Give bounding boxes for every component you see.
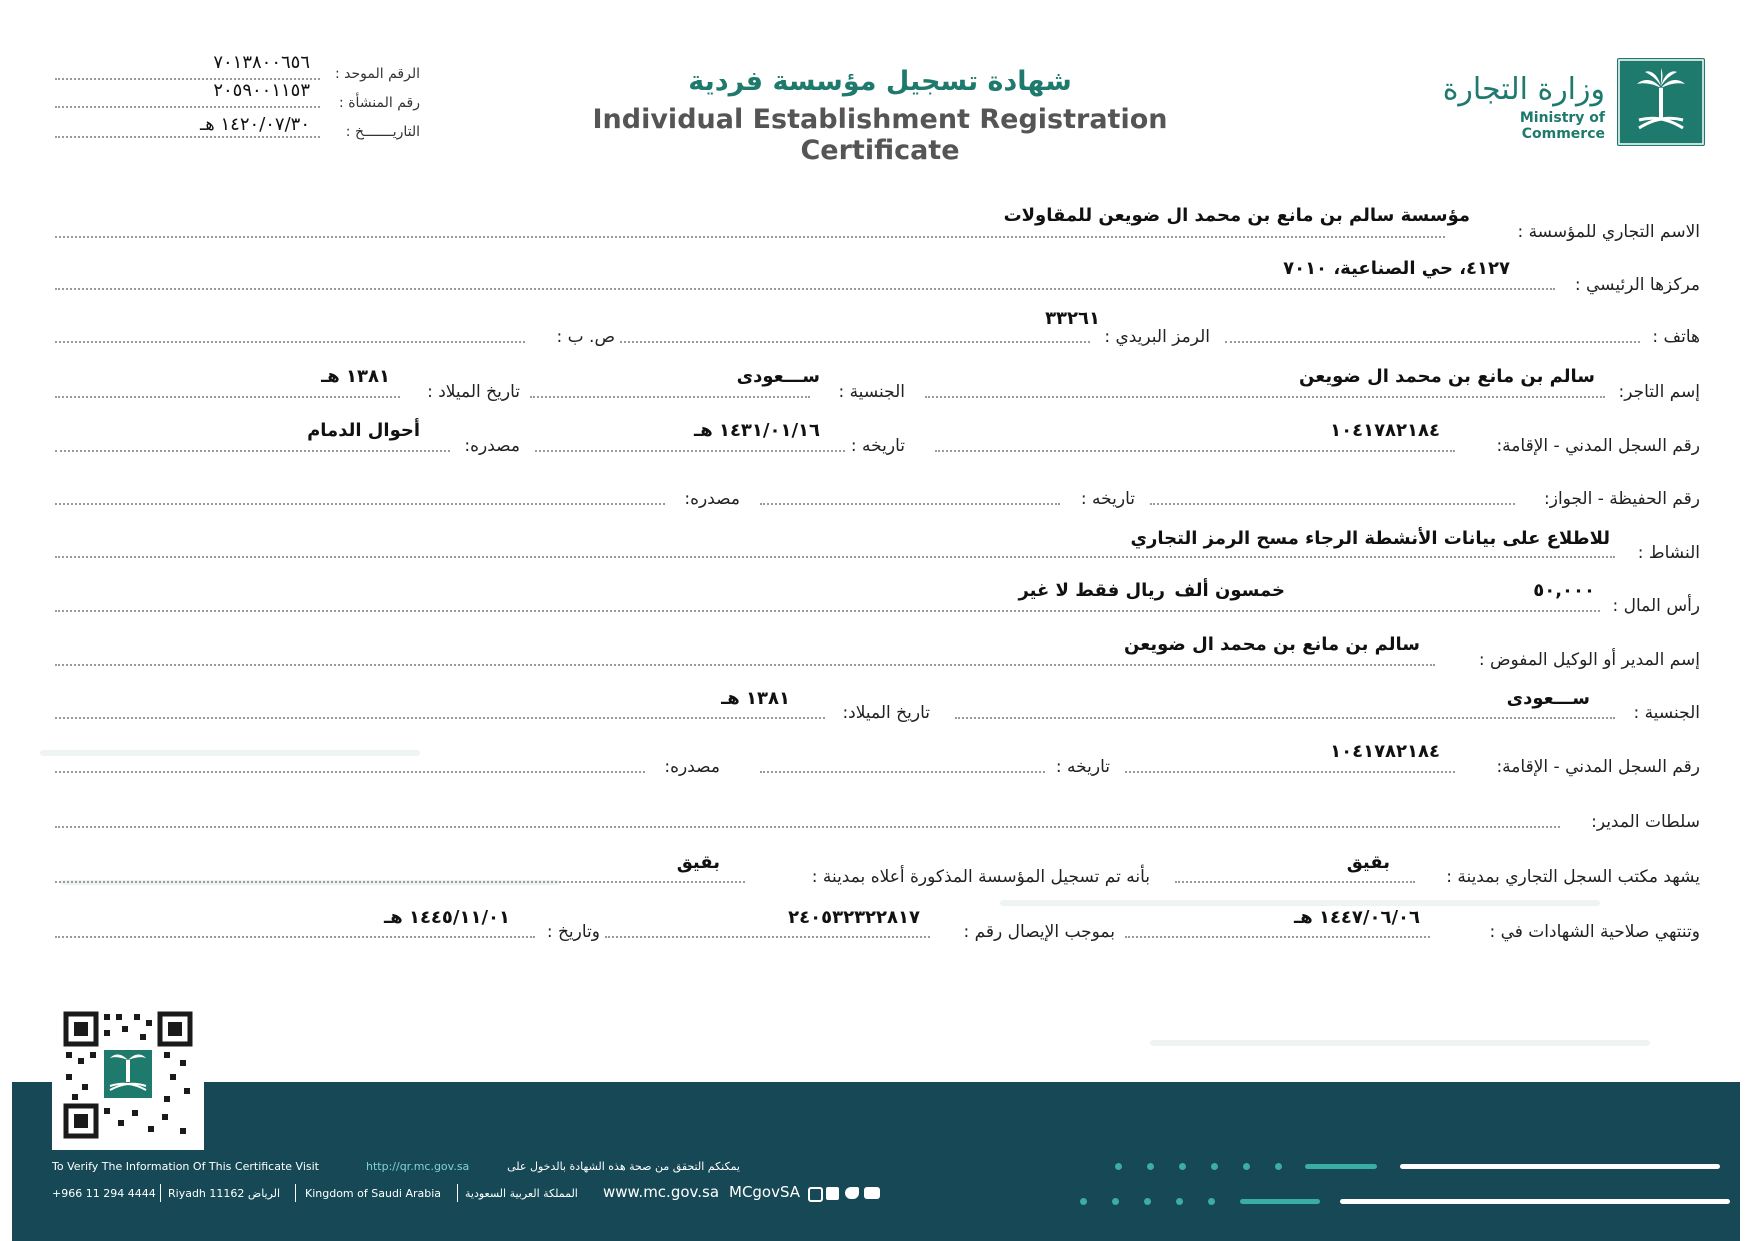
office-line — [1175, 881, 1415, 883]
mgr-nationality-label: الجنسية : — [1633, 703, 1700, 723]
civil-source: أحوال الدمام — [307, 420, 420, 441]
merchant-line — [925, 396, 1605, 398]
contact-country-ar: المملكة العربية السعودية — [465, 1187, 578, 1200]
website[interactable]: www.mc.gov.sa — [603, 1183, 720, 1201]
mgr-civil-line — [1125, 771, 1455, 773]
trade-name-line — [55, 236, 1445, 238]
capital-suffix: ريال فقط لا غير — [1018, 580, 1165, 601]
expiry-date: ١٤٤٧/٠٦/٠٦ هـ — [1294, 907, 1420, 928]
youtube-icon[interactable] — [864, 1187, 880, 1199]
postal-line — [620, 341, 1090, 343]
office-label: يشهد مكتب السجل التجاري بمدينة : — [1446, 867, 1700, 887]
mgr-nationality: ســـعودى — [1506, 688, 1590, 709]
establishment-no-line — [55, 106, 320, 108]
establishment-no: ٢٠٥٩٠٠١١٥٣ — [213, 80, 310, 101]
merchant-label: إسم التاجر: — [1618, 382, 1700, 402]
footer-dot — [1115, 1163, 1122, 1170]
expiry-label: وتنتهي صلاحية الشهادات في : — [1489, 922, 1700, 942]
passport-date-line — [760, 503, 1060, 505]
phone-line — [1225, 341, 1640, 343]
footer-dot — [1243, 1163, 1250, 1170]
unified-no: ٧٠١٣٨٠٠٦٥٦ — [213, 52, 310, 73]
certificate-title-ar: شهادة تسجيل مؤسسة فردية — [688, 66, 1072, 97]
passport-label: رقم الحفيظة - الجواز: — [1544, 489, 1700, 509]
civil-number: ١٠٤١٧٨٢١٨٤ — [1330, 420, 1440, 441]
capital-label: رأس المال : — [1612, 596, 1700, 616]
verify-text-en: To Verify The Information Of This Certificate Visit — [52, 1160, 319, 1173]
civil-line — [935, 450, 1455, 452]
instagram-icon[interactable] — [808, 1187, 823, 1202]
date-line — [55, 136, 320, 138]
activity: للاطلاع على بيانات الأنشطة الرجاء مسح الرمز التجاري — [1130, 528, 1610, 549]
sep-1 — [160, 1184, 161, 1202]
contact-phone: +966 11 294 4444 — [52, 1187, 156, 1200]
receipt-label: بموجب الإيصال رقم : — [963, 922, 1115, 942]
passport-source-line — [55, 503, 665, 505]
nationality-line — [530, 396, 810, 398]
hq-line — [55, 288, 1555, 290]
establishment-no-label: رقم المنشأة : — [339, 95, 420, 111]
mgr-civil-number: ١٠٤١٧٨٢١٨٤ — [1330, 741, 1440, 762]
mgr-civil-source-label: مصدره: — [664, 757, 720, 777]
manager-line — [55, 664, 1435, 666]
expiry-line — [1125, 936, 1430, 938]
footer-dash — [1400, 1164, 1720, 1169]
mgr-civil-date-line — [760, 771, 1045, 773]
postal-label: الرمز البريدي : — [1104, 327, 1210, 347]
twitter-icon[interactable] — [845, 1187, 859, 1199]
sep-3 — [457, 1184, 458, 1202]
footer-dash — [1305, 1164, 1377, 1169]
footer-dot — [1208, 1198, 1215, 1205]
date-label: التاريـــــــخ : — [345, 124, 420, 140]
nationality-label: الجنسية : — [838, 382, 905, 402]
birth-year: ١٣٨١ هـ — [321, 366, 390, 387]
qr-code-icon — [52, 1000, 204, 1150]
verify-text-ar: يمكنكم التحقق من صحة هذه الشهادة بالدخول على — [507, 1160, 740, 1173]
office-city: بقيق — [1346, 852, 1390, 873]
footer-dash — [1340, 1199, 1730, 1204]
passport-line — [1150, 503, 1515, 505]
qr-code[interactable] — [52, 1000, 204, 1150]
receipt-date: ١٤٤٥/١١/٠١ هـ — [384, 907, 510, 928]
registered-label: بأنه تم تسجيل المؤسسة المذكورة أعلاه بمدينة : — [811, 867, 1150, 887]
nationality: ســـعودى — [736, 366, 820, 387]
pobox-label: ص. ب : — [556, 327, 615, 347]
manager-label: إسم المدير أو الوكيل المفوض : — [1478, 650, 1700, 670]
contact-country: Kingdom of Saudi Arabia — [305, 1187, 442, 1200]
ministry-emblem — [1617, 58, 1705, 146]
receipt-date-label: وتاريخ : — [546, 922, 600, 942]
contact-city: Riyadh 11162 الرياض — [168, 1187, 281, 1200]
receipt-number: ٢٤٠٥٣٢٣٢٢٨١٧ — [788, 907, 920, 928]
trade-name: مؤسسة سالم بن مانع بن محمد ال ضويعن للمقاولات — [1003, 205, 1470, 226]
trade-name-label: الاسم التجاري للمؤسسة : — [1517, 222, 1700, 242]
footer-dot — [1179, 1163, 1186, 1170]
mgr-authority-label: سلطات المدير: — [1591, 812, 1700, 832]
footer-dot — [1144, 1198, 1151, 1205]
civil-source-line — [55, 450, 450, 452]
issue-date: ١٤٢٠/٠٧/٣٠ هـ — [200, 114, 310, 135]
capital-words: خمسون ألف — [1174, 580, 1285, 601]
civil-label: رقم السجل المدني - الإقامة: — [1496, 436, 1700, 456]
passport-source-label: مصدره: — [684, 489, 740, 509]
footer-dot — [1275, 1163, 1282, 1170]
mgr-civil-date-label: تاريخه : — [1055, 757, 1110, 777]
footer-dot — [1211, 1163, 1218, 1170]
mgr-birth-year: ١٣٨١ هـ — [721, 688, 790, 709]
capital-amount: ٥٠,٠٠٠ — [1533, 580, 1595, 601]
mgr-civil-label: رقم السجل المدني - الإقامة: — [1496, 757, 1700, 777]
passport-date-label: تاريخه : — [1080, 489, 1135, 509]
postal-code: ٣٣٢٦١ — [1045, 308, 1100, 329]
mgr-nationality-line — [955, 717, 1615, 719]
facebook-icon[interactable] — [826, 1187, 839, 1200]
ministry-name-ar: وزارة التجارة — [1442, 72, 1605, 107]
phone-label: هاتف : — [1652, 327, 1700, 347]
hq-label: مركزها الرئيسي : — [1574, 275, 1700, 295]
palm-swords-icon — [1617, 58, 1705, 146]
birth-line — [55, 396, 400, 398]
social-handle[interactable]: MCgovSA — [729, 1183, 801, 1201]
footer-dot — [1176, 1198, 1183, 1205]
manager-name: سالم بن مانع بن محمد ال ضويعن — [1124, 634, 1420, 655]
mgr-birth-label: تاريخ الميلاد: — [842, 703, 930, 723]
footer-dash — [1240, 1199, 1320, 1204]
receipt-line — [605, 936, 930, 938]
mgr-authority-line — [55, 826, 1560, 828]
civil-date: ١٤٣١/٠١/١٦ هـ — [694, 420, 820, 441]
receipt-date-line — [55, 936, 535, 938]
footer-dot — [1112, 1198, 1119, 1205]
civil-source-label: مصدره: — [464, 436, 520, 456]
unified-no-label: الرقم الموحد : — [335, 66, 420, 82]
activity-label: النشاط : — [1637, 543, 1700, 563]
registered-line — [55, 881, 745, 883]
footer-dot — [1080, 1198, 1087, 1205]
ministry-name-en: Ministry of Commerce — [1519, 110, 1605, 142]
civil-date-label: تاريخه : — [850, 436, 905, 456]
footer-dot — [1147, 1163, 1154, 1170]
activity-line — [55, 556, 1615, 558]
certificate-title-en: Individual Establishment Registration Certificate — [592, 104, 1168, 166]
pobox-line — [55, 341, 525, 343]
mgr-civil-source-line — [55, 771, 645, 773]
merchant-name: سالم بن مانع بن محمد ال ضويعن — [1299, 366, 1595, 387]
birth-label: تاريخ الميلاد : — [427, 382, 520, 402]
capital-line — [55, 610, 1600, 612]
mgr-birth-line — [55, 717, 825, 719]
sep-2 — [295, 1184, 296, 1202]
hq-address: ٤١٢٧، حي الصناعية، ٧٠١٠ — [1283, 258, 1510, 279]
civil-date-line — [535, 450, 845, 452]
verify-url[interactable]: http://qr.mc.gov.sa — [366, 1160, 470, 1173]
registered-city: بقيق — [676, 852, 720, 873]
